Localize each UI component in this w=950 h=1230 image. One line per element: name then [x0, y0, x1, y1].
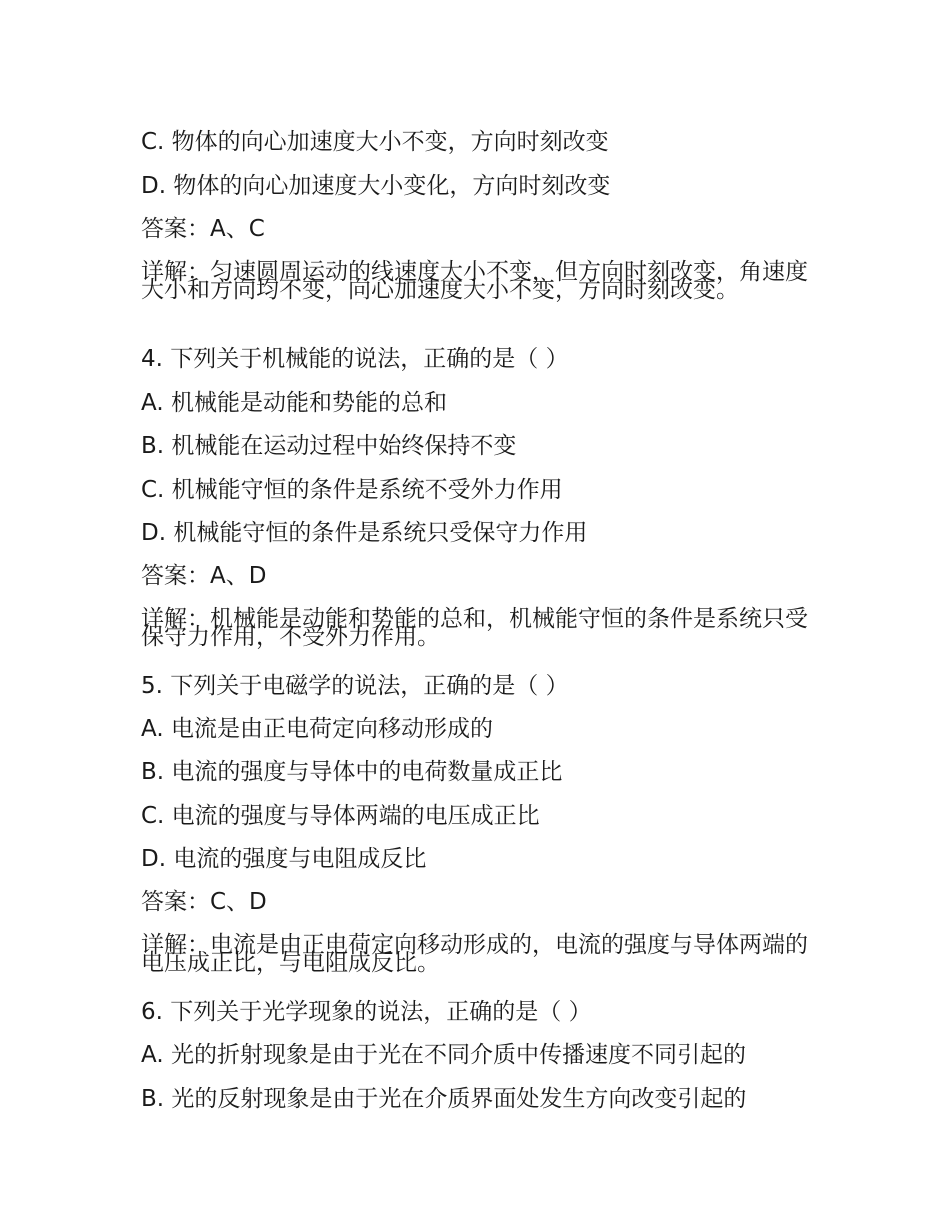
- q3-option-c: C. 物体的向心加速度大小不变，方向时刻改变: [141, 129, 609, 155]
- q6-question: 6. 下列关于光学现象的说法，正确的是（ ）: [141, 999, 592, 1025]
- q6-option-a: A. 光的折射现象是由于光在不同介质中传播速度不同引起的: [141, 1042, 746, 1068]
- q4-option-b: B. 机械能在运动过程中始终保持不变: [141, 433, 517, 459]
- q4-option-c: C. 机械能守恒的条件是系统不受外力作用: [141, 477, 563, 503]
- q3-option-d: D. 物体的向心加速度大小变化，方向时刻改变: [141, 173, 611, 199]
- q6-option-b: B. 光的反射现象是由于光在介质界面处发生方向改变引起的: [141, 1086, 747, 1112]
- q5-option-d: D. 电流的强度与电阻成反比: [141, 846, 427, 872]
- q5-question: 5. 下列关于电磁学的说法，正确的是（ ）: [141, 673, 569, 699]
- q3-answer: 答案：A、C: [141, 216, 265, 242]
- q4-question: 4. 下列关于机械能的说法，正确的是（ ）: [141, 346, 569, 372]
- q5-explanation: 详解：电流是由正电荷定向移动形成的，电流的强度与导体两端的电压成正比，与电阻成反比。: [141, 932, 808, 976]
- q5-option-c: C. 电流的强度与导体两端的电压成正比: [141, 803, 540, 829]
- q4-explanation: 详解：机械能是动能和势能的总和，机械能守恒的条件是系统只受保守力作用，不受外力作用。: [141, 606, 808, 650]
- q4-answer: 答案：A、D: [141, 563, 267, 589]
- q4-option-a: A. 机械能是动能和势能的总和: [141, 390, 447, 416]
- q5-option-a: A. 电流是由正电荷定向移动形成的: [141, 716, 493, 742]
- q4-option-d: D. 机械能守恒的条件是系统只受保守力作用: [141, 520, 588, 546]
- q5-option-b: B. 电流的强度与导体中的电荷数量成正比: [141, 759, 563, 785]
- q3-explanation: 详解：匀速圆周运动的线速度大小不变，但方向时刻改变，角速度大小和方向均不变，向心加速度大小不变，方向时刻改变。: [141, 259, 808, 303]
- q5-answer: 答案：C、D: [141, 889, 267, 915]
